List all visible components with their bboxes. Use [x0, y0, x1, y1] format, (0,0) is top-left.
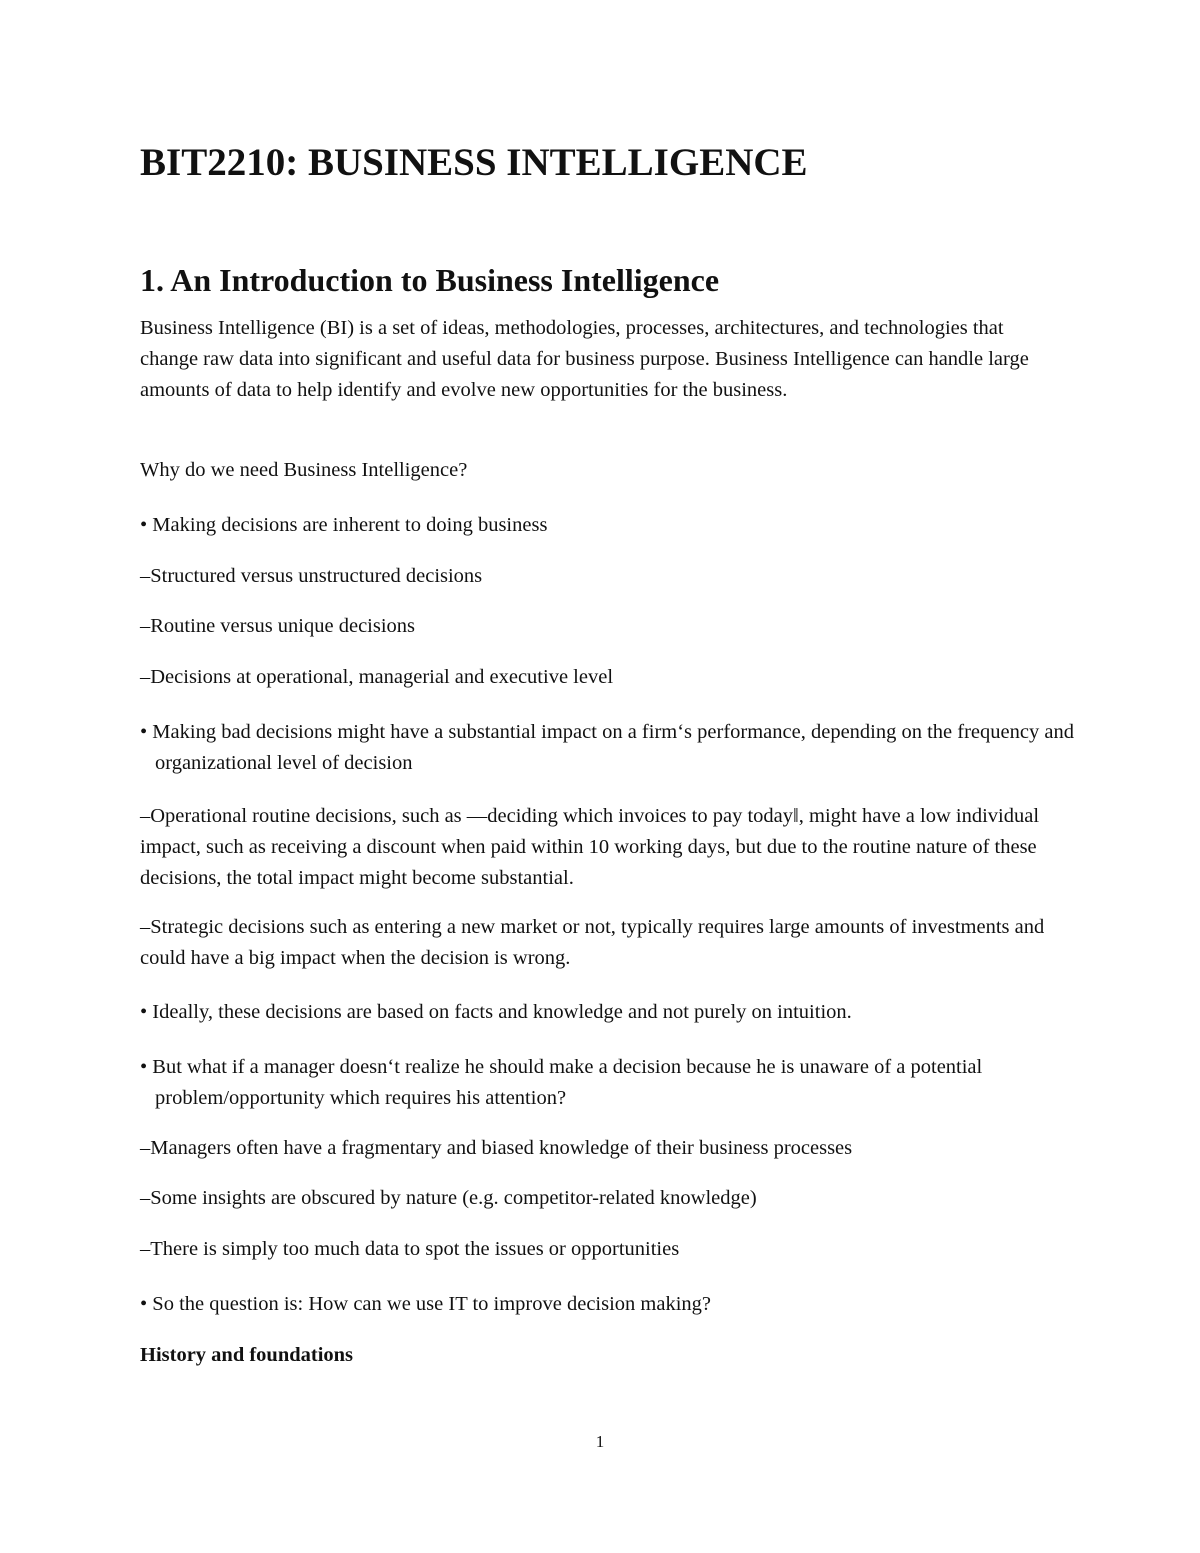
- section-heading: 1. An Introduction to Business Intelligence: [140, 262, 720, 298]
- question-paragraph: Why do we need Business Intelligence?: [140, 459, 468, 481]
- dash-item: –Strategic decisions such as entering a new market or not, typically requires large amounts of investments and could have a big impact when the decision is wrong.: [140, 916, 1045, 969]
- page-number: 1: [595, 1432, 605, 1451]
- dash-item: –Operational routine decisions, such as —deciding which invoices to pay today‖, might have a low individual impact, such as receiving a discount when paid within 10 working days, but due to the routine nature of these decisions, the total impact might become substantial.: [140, 805, 1040, 889]
- dash-item: –Structured versus unstructured decisions: [140, 565, 483, 587]
- dash-item: –Routine versus unique decisions: [140, 615, 416, 637]
- document-title: BIT2210: BUSINESS INTELLIGENCE: [140, 141, 808, 184]
- bullet-item: • Making decisions are inherent to doing business: [140, 514, 548, 536]
- bullet-item: • Ideally, these decisions are based on facts and knowledge and not purely on intuition.: [140, 1001, 852, 1023]
- bullet-item: • But what if a manager doesn‘t realize he should make a decision because he is unaware of a potential problem/opportunity which requires his attention?: [140, 1056, 983, 1109]
- dash-item: –There is simply too much data to spot the issues or opportunities: [140, 1238, 680, 1260]
- dash-item: –Managers often have a fragmentary and biased knowledge of their business processes: [140, 1137, 853, 1159]
- intro-paragraph: Business Intelligence (BI) is a set of ideas, methodologies, processes, architectures, and technologies that change raw data into significant and useful data for business purpose. Business Intelligence can handle large amounts of data to help identify and evolve new opportunities for the business.: [140, 317, 1029, 401]
- dash-item: –Decisions at operational, managerial and executive level: [140, 666, 614, 688]
- bullet-item: • Making bad decisions might have a substantial impact on a firm‘s performance, depending on the frequency and organizational level of decision: [140, 721, 1074, 774]
- dash-item: –Some insights are obscured by nature (e.g. competitor-related knowledge): [140, 1187, 757, 1209]
- bullet-item: • So the question is: How can we use IT to improve decision making?: [140, 1293, 712, 1315]
- subheading: History and foundations: [140, 1344, 354, 1366]
